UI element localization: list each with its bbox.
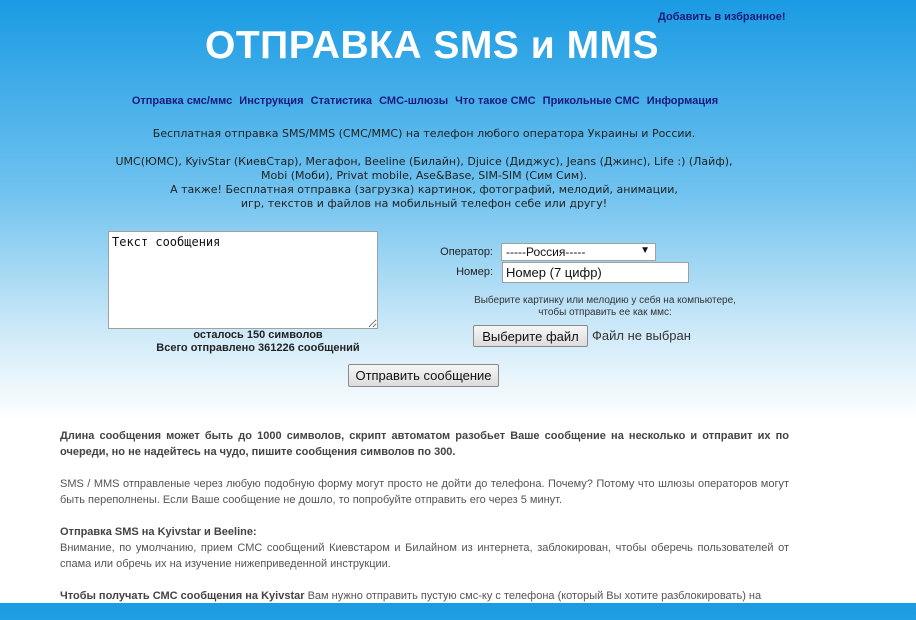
intro-line-5: игр, текстов и файлов на мобильный телефон себе или другу!	[240, 197, 608, 210]
intro-line-4: А также! Бесплатная отправка (загрузка) картинок, фотографий, мелодий, анимации,	[170, 183, 678, 196]
operator-label: Оператор:	[440, 246, 493, 258]
phone-number-input[interactable]	[502, 262, 689, 283]
total-sent-text: Всего отправлено 361226 сообщений	[156, 342, 360, 354]
site-title: ОТПРАВКА SMS и MMS	[205, 24, 660, 67]
nav-item-instructions[interactable]: Инструкция	[239, 95, 304, 107]
choose-file-button[interactable]: Выберите файл	[473, 325, 588, 347]
mms-hint	[440, 295, 770, 319]
nav-item-what-is-sms[interactable]: Что такое СМС	[455, 95, 536, 107]
message-textarea[interactable]	[108, 231, 378, 329]
nav-item-send[interactable]: Отправка смс/ммс	[131, 95, 233, 107]
main-nav	[0, 95, 850, 107]
mms-hint-line-1: Выберите картинку или мелодию у себя на компьютере,	[474, 295, 736, 306]
kyivstar-instruction-text: Вам нужно отправить пустую смс-ку с телефона (который Вы хотите разблокировать) на	[304, 590, 762, 602]
intro-line-2: UMC(ЮМС), KyivStar (КиевСтар), Мегафон, Beeline (Билайн), Djuice (Диджус), Jeans (Джинс), Life :) (Лайф),	[115, 155, 733, 168]
number-label: Номер:	[456, 266, 493, 278]
intro-text	[60, 127, 788, 211]
nav-item-information[interactable]: Информация	[646, 95, 719, 107]
kyivstar-instruction-heading: Чтобы получать СМС сообщения на Kyivstar	[60, 590, 305, 602]
message-counter	[108, 329, 408, 355]
chars-left-text: осталось 150 символов	[193, 329, 323, 341]
info-content	[60, 428, 789, 620]
mms-hint-line-2: чтобы отправить ее как ммс:	[538, 307, 672, 318]
nav-item-statistics[interactable]: Статистика	[310, 95, 373, 107]
nav-item-funny-sms[interactable]: Прикольные СМС	[542, 95, 640, 107]
intro-line-1: Бесплатная отправка SMS/MMS (СМС/ММС) на телефон любого оператора Украины и России.	[152, 127, 696, 140]
add-to-favorites-link[interactable]: Добавить в избранное!	[658, 11, 786, 23]
nav-item-sms-gateways[interactable]: СМС-шлюзы	[379, 95, 449, 107]
operator-select[interactable]	[501, 243, 656, 261]
file-status-text: Файл не выбран	[592, 328, 691, 343]
operator-selected-value: -----Россия-----	[506, 245, 586, 259]
kyivstar-beeline-heading: Отправка SMS на Kyivstar и Beeline:	[60, 526, 257, 538]
send-message-button[interactable]: Отправить сообщение	[348, 364, 499, 387]
delivery-note: SMS / MMS отправленые через любую подобную форму могут просто не дойти до телефона. Почему? Потому что шлюзы операторов могут быть переполнены. Если Ваше сообщение не дошло, то попробуйте отправить его через 5 минут.	[60, 478, 789, 506]
dropdown-arrow-icon: ▼	[640, 245, 650, 256]
intro-line-3: Mobi (Моби), Privat mobile, Ase&Base, SIM-SIM (Сим Сим).	[261, 169, 587, 182]
message-length-note: Длина сообщения может быть до 1000 символов, скрипт автоматом разобьет Ваше сообщение на несколько и отправит их по очереди, но не надейтесь на чудо, пишите сообщения символов по 300.	[60, 430, 789, 458]
kyivstar-beeline-note: Внимание, по умолчанию, прием СМС сообщений Киевстаром и Билайном из интернета, заблокирован, чтобы оберечь пользователей от спама или обречь их на изучение нижеприведенной инструкции.	[60, 542, 789, 570]
